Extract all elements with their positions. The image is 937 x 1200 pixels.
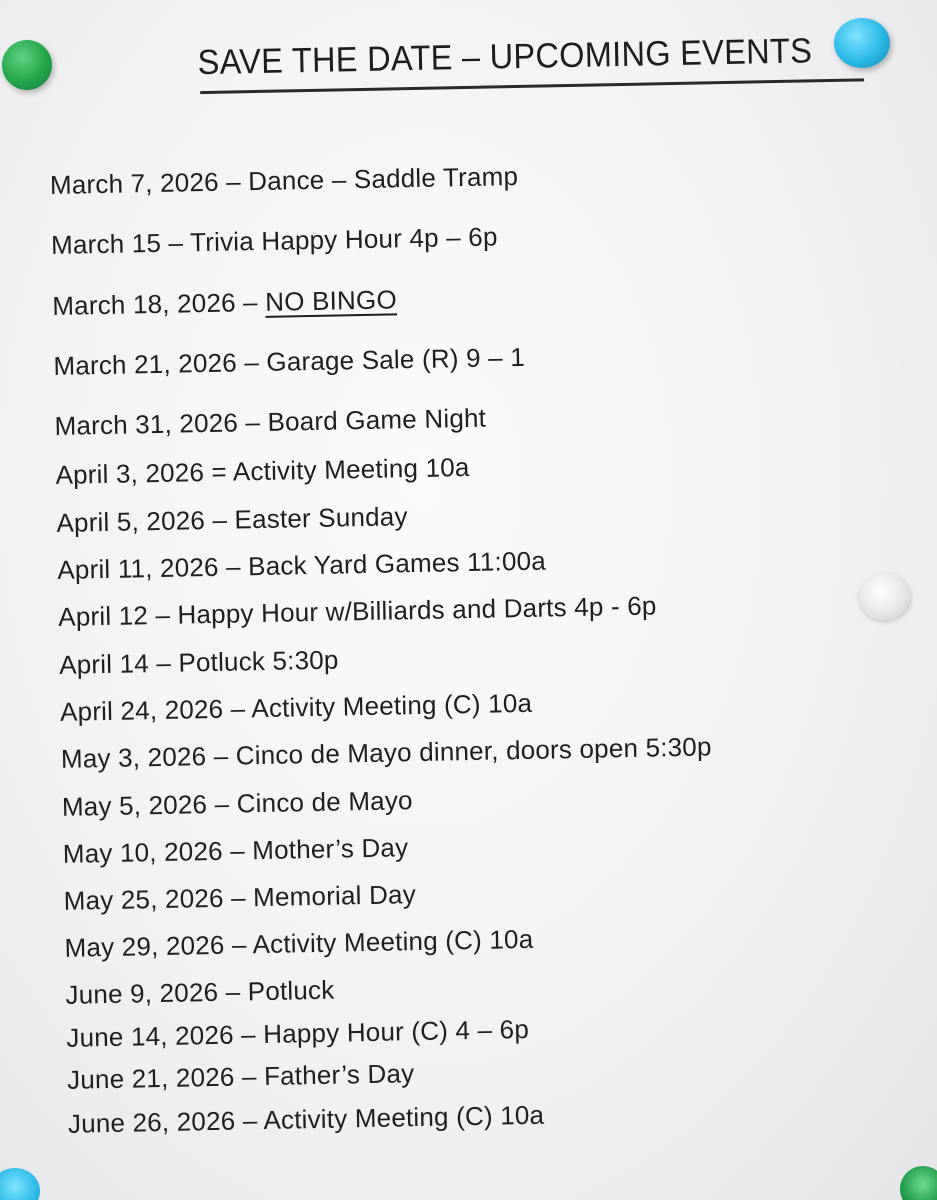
event-text: April 5, 2026 – Easter Sunday (56, 501, 408, 538)
event-line (50, 161, 519, 201)
event-text: March 21, 2026 – Garage Sale (R) 9 – 1 (53, 341, 526, 381)
event-line (63, 879, 416, 917)
event-underlined-text: NO BINGO (264, 284, 398, 317)
event-line (53, 342, 525, 382)
event-text: June 9, 2026 – Potluck (65, 974, 335, 1010)
notice-title: SAVE THE DATE – UPCOMING EVENTS (197, 31, 813, 83)
event-line (61, 731, 712, 774)
event-text: June 21, 2026 – Father’s Day (66, 1058, 415, 1095)
event-line (63, 832, 409, 870)
event-text: May 25, 2026 – Memorial Day (63, 879, 417, 916)
event-text: June 14, 2026 – Happy Hour (C) 4 – 6p (66, 1013, 530, 1053)
event-line (52, 284, 397, 322)
event-text: April 24, 2026 – Activity Meeting (C) 10a (59, 687, 533, 727)
event-line (58, 590, 657, 632)
event-line (59, 645, 339, 681)
event-line (57, 546, 546, 586)
event-text: April 12 – Happy Hour w/Billiards and Darts 4p - 6p (57, 590, 657, 632)
event-line (56, 501, 408, 539)
event-text: March 31, 2026 – Board Game Night (54, 402, 487, 441)
event-line (66, 1014, 529, 1054)
event-line (65, 975, 334, 1011)
event-text: May 3, 2026 – Cinco de Mayo dinner, doors open 5:30p (60, 731, 712, 774)
event-text: May 5, 2026 – Cinco de Mayo (61, 785, 413, 822)
event-line (51, 221, 498, 261)
event-text: April 11, 2026 – Back Yard Games 11:00a (57, 545, 547, 585)
event-text: May 10, 2026 – Mother’s Day (62, 832, 409, 869)
event-line (67, 1058, 415, 1096)
event-line (62, 785, 413, 823)
event-text: March 18, 2026 – (51, 286, 266, 321)
event-line (55, 452, 470, 491)
event-text: March 15 – Trivia Happy Hour 4p – 6p (50, 221, 498, 260)
event-line (60, 688, 533, 728)
event-line (64, 924, 533, 964)
event-text: April 14 – Potluck 5:30p (58, 644, 339, 680)
event-line (54, 403, 486, 442)
event-line (68, 1100, 545, 1140)
event-text: June 26, 2026 – Activity Meeting (C) 10a (67, 1099, 545, 1139)
event-text: March 7, 2026 – Dance – Saddle Tramp (49, 161, 519, 200)
event-text: May 29, 2026 – Activity Meeting (C) 10a (64, 923, 534, 963)
event-text: April 3, 2026 = Activity Meeting 10a (55, 451, 470, 490)
